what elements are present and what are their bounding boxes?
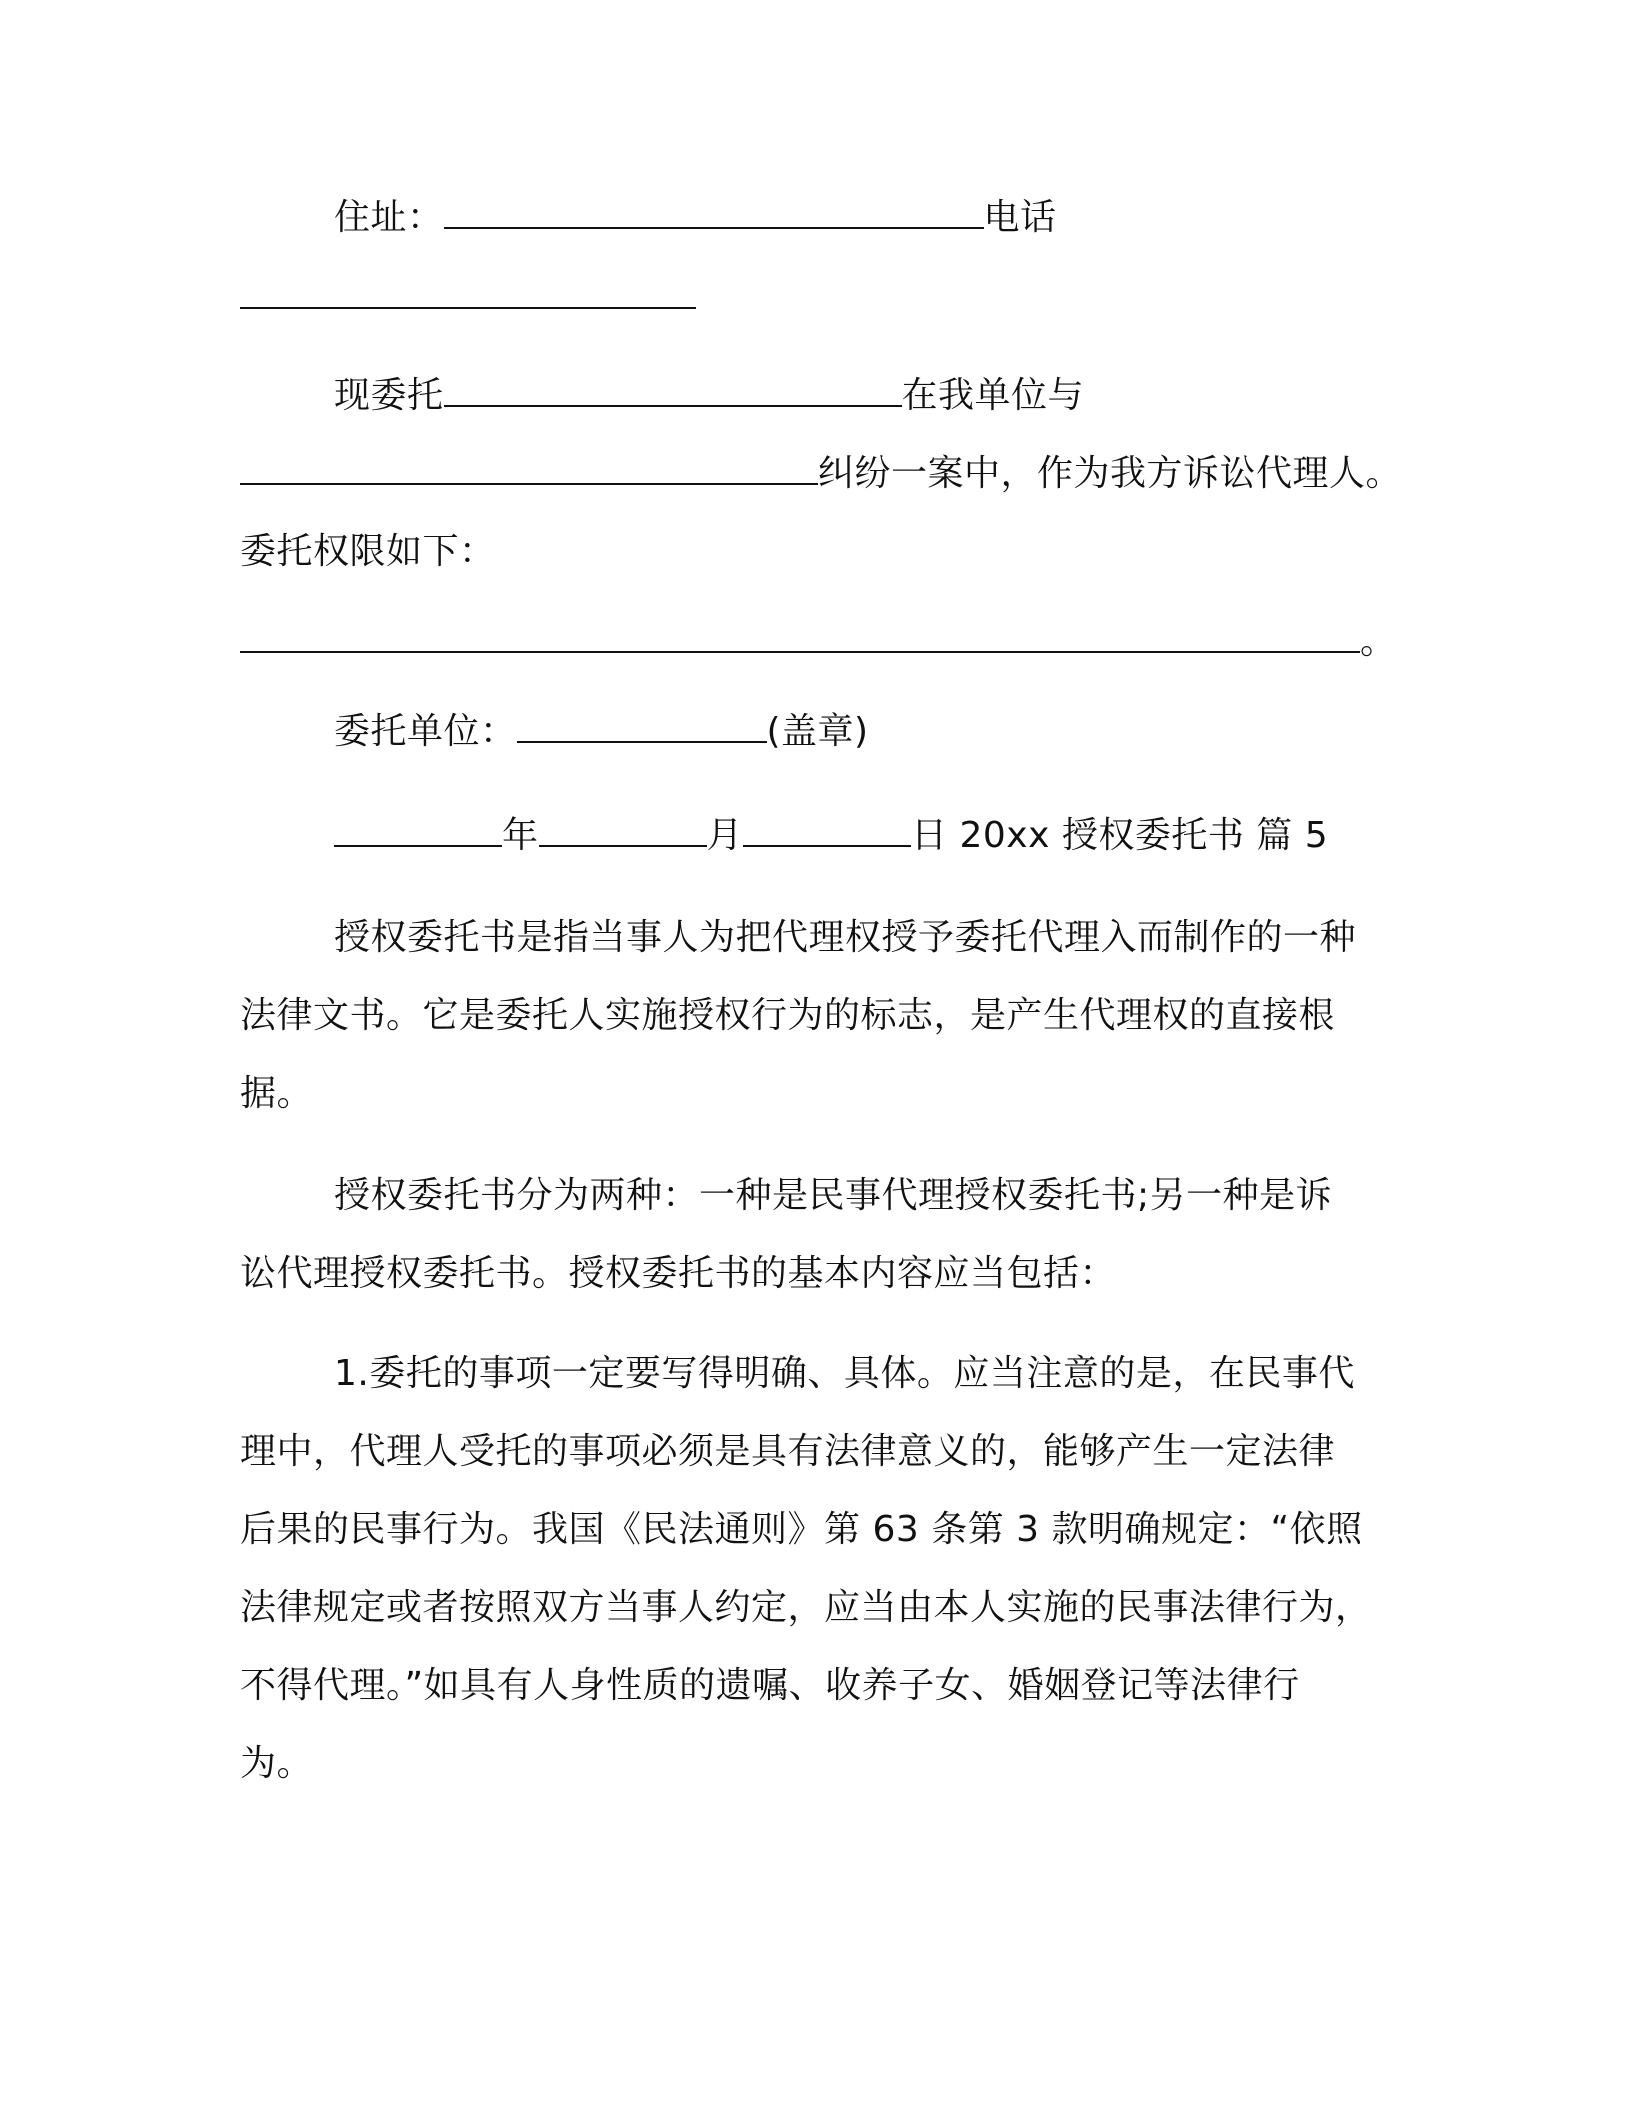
scope-end: 。 — [1360, 621, 1397, 662]
unit-label: 委托单位： — [334, 711, 517, 752]
scope-blank[interactable] — [240, 621, 1360, 653]
entrust-mid: 在我单位与 — [901, 375, 1085, 416]
p1-line-3: 据。 — [240, 1073, 314, 1114]
p3-line-2: 理中，代理人受托的事项必须是具有法律意义的，能够产生一定法律 — [240, 1431, 1336, 1472]
p3-line-3: 后果的民事行为。我国《民法通则》第 63 条第 3 款明确规定：“依照 — [240, 1509, 1363, 1550]
scope-blank-line — [240, 620, 1397, 664]
unit-blank[interactable] — [517, 711, 767, 743]
address-label: 住址： — [334, 197, 444, 238]
month-blank[interactable] — [539, 815, 707, 847]
agent-name-blank[interactable] — [444, 375, 902, 407]
p3-line-5: 不得代理。”如具有人身性质的遗嘱、收养子女、婚姻登记等法律行 — [240, 1665, 1300, 1706]
phone-label: 电话 — [983, 197, 1057, 238]
p1-line-1: 授权委托书是指当事人为把代理权授予委托代理入而制作的一种 — [334, 917, 1357, 958]
p3-line-6: 为。 — [240, 1743, 314, 1784]
month-label: 月 — [706, 815, 744, 856]
entrust-prefix: 现委托 — [334, 375, 444, 416]
address-line — [334, 196, 1057, 240]
address-blank[interactable] — [444, 197, 984, 229]
p3-line-1: 1.委托的事项一定要写得明确、具体。应当注意的是，在民事代 — [334, 1353, 1355, 1394]
day-blank[interactable] — [743, 815, 911, 847]
phone-blank-line — [240, 276, 696, 320]
p2-line-1: 授权委托书分为两种：一种是民事代理授权委托书;另一种是诉 — [334, 1175, 1333, 1216]
date-line — [334, 814, 1328, 858]
unit-line — [334, 710, 869, 754]
scope-label: 委托权限如下： — [240, 531, 496, 572]
year-blank[interactable] — [334, 815, 502, 847]
p1-line-2: 法律文书。它是委托人实施授权行为的标志，是产生代理权的直接根 — [240, 995, 1336, 1036]
seal-label: (盖章) — [766, 711, 869, 752]
p3-line-4: 法律规定或者按照双方当事人约定，应当由本人实施的民事法律行为， — [240, 1587, 1372, 1628]
opponent-blank[interactable] — [240, 453, 818, 485]
case-line — [240, 452, 1402, 496]
case-suffix: 纠纷一案中，作为我方诉讼代理人。 — [818, 453, 1403, 494]
p2-line-2: 讼代理授权委托书。授权委托书的基本内容应当包括： — [240, 1253, 1117, 1294]
phone-blank[interactable] — [240, 277, 696, 309]
scope-label-line — [240, 530, 496, 574]
year-label: 年 — [502, 815, 539, 856]
entrust-line — [334, 374, 1084, 418]
day-title: 日 20xx 授权委托书 篇 5 — [911, 815, 1329, 856]
